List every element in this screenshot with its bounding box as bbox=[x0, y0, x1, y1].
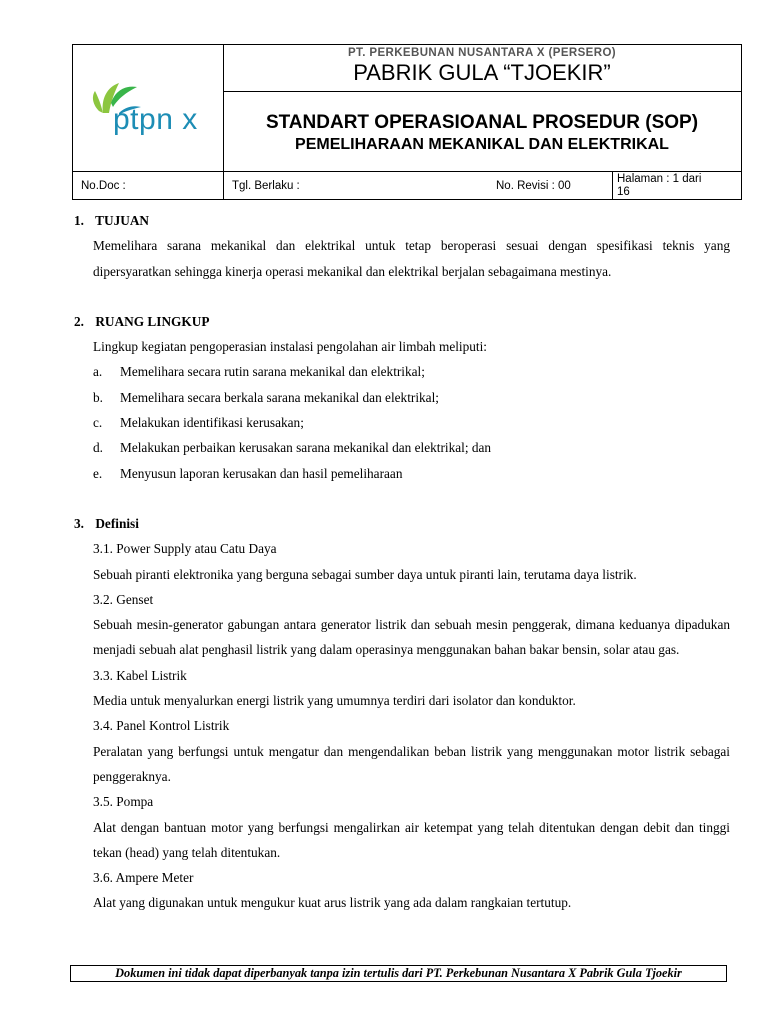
definition-heading: 3.6. Ampere Meter bbox=[93, 870, 194, 886]
doc-number: No.Doc : bbox=[81, 180, 126, 192]
list-item bbox=[74, 385, 730, 410]
list-item bbox=[74, 435, 730, 460]
section-title: Definisi bbox=[95, 515, 139, 531]
page-info bbox=[617, 173, 739, 199]
section-heading bbox=[74, 309, 730, 334]
list-text: Memelihara secara berkala sarana mekanikal dan elektrikal; bbox=[120, 389, 439, 405]
document-body bbox=[74, 208, 730, 916]
effective-date: Tgl. Berlaku : bbox=[232, 180, 300, 192]
sop-title: STANDART OPERASIOANAL PROSEDUR (SOP) bbox=[265, 112, 699, 133]
list-letter: a. bbox=[93, 364, 103, 380]
section-paragraph: Lingkup kegiatan pengoperasian instalasi pengolahan air limbah meliputi: bbox=[93, 339, 487, 355]
section-number: 3. bbox=[74, 515, 84, 531]
list-letter: e. bbox=[93, 465, 103, 481]
doc-info-row bbox=[73, 171, 741, 200]
list-item bbox=[74, 359, 730, 384]
section-paragraph: Memelihara sarana mekanikal dan elektrikal untuk tetap beroperasi sesuai dengan spesifikasi teknis yang dipersyaratkan sehingga kinerja operasi mekanikal dan elektrikal berjalan sebagaimana mestinya. bbox=[93, 238, 730, 279]
list-item bbox=[74, 461, 730, 486]
section-number: 2. bbox=[74, 313, 84, 329]
definition-heading: 3.2. Genset bbox=[93, 591, 154, 607]
revision-number: No. Revisi : 00 bbox=[496, 180, 571, 192]
section-title: RUANG LINGKUP bbox=[95, 313, 210, 329]
definition-heading: 3.3. Kabel Listrik bbox=[93, 667, 187, 683]
sop-subtitle: PEMELIHARAAN MEKANIKAL DAN ELEKTRIKAL bbox=[295, 136, 669, 153]
list-text: Melakukan identifikasi kerusakan; bbox=[120, 415, 304, 431]
definition-heading: 3.4. Panel Kontrol Listrik bbox=[93, 718, 230, 734]
list-text: Menyusun laporan kerusakan dan hasil pemeliharaan bbox=[120, 465, 403, 481]
list-text: Memelihara secara rutin sarana mekanikal dan elektrikal; bbox=[120, 364, 425, 380]
company-name: PT. PERKEBUNAN NUSANTARA X (PERSERO) bbox=[347, 47, 617, 59]
section-title: TUJUAN bbox=[95, 213, 150, 228]
company-logo bbox=[81, 77, 221, 137]
logo-cell bbox=[73, 45, 224, 171]
section-heading bbox=[74, 208, 730, 233]
company-row bbox=[223, 45, 741, 92]
list-letter: c. bbox=[93, 415, 103, 431]
logo-text: ptpn x bbox=[113, 103, 198, 136]
definition-text: Sebuah mesin-generator gabungan antara generator listrik dan sebuah mesin penggerak, dimana keduanya dipadukan menjadi sebuah alat penghasil listrik yang dalam operasinya menggunakan bahan bakar bensin, solar atau gas. bbox=[93, 617, 730, 658]
doc-date-cell bbox=[223, 172, 613, 200]
definition-text: Alat yang digunakan untuk mengukur kuat arus listrik yang ada dalam rangkaian tertutup. bbox=[93, 895, 572, 911]
definition-text: Peralatan yang berfungsi untuk mengatur dan mengendalikan beban listrik yang menggunakan motor listrik sebagai penggeraknya. bbox=[93, 743, 730, 784]
definition-text: Sebuah piranti elektronika yang berguna sebagai sumber daya untuk piranti lain, terutama daya listrik. bbox=[93, 566, 637, 582]
list-letter: d. bbox=[93, 440, 103, 456]
list-item bbox=[74, 410, 730, 435]
section-number: 1. bbox=[74, 213, 84, 228]
definition-heading: 3.5. Pompa bbox=[93, 794, 154, 810]
page-info-line-1: Halaman : 1 dari bbox=[617, 173, 702, 185]
section-heading bbox=[74, 511, 730, 536]
definition-heading: 3.1. Power Supply atau Catu Daya bbox=[93, 541, 277, 557]
factory-name: PABRIK GULA “TJOEKIR” bbox=[353, 60, 611, 85]
definition-text: Alat dengan bantuan motor yang berfungsi mengalirkan air ketempat yang telah ditentukan dengan debit dan tinggi tekan (head) yang telah ditentukan. bbox=[93, 819, 730, 860]
page-info-line-2: 16 bbox=[617, 186, 630, 198]
definition-text: Media untuk menyalurkan energi listrik yang umumnya terdiri dari isolator dan konduktor. bbox=[93, 693, 576, 709]
title-row bbox=[223, 91, 741, 171]
footer-notice: Dokumen ini tidak dapat diperbanyak tanpa izin tertulis dari PT. Perkebunan Nusantara X Pabrik Gula Tjoekir bbox=[70, 965, 727, 982]
list-letter: b. bbox=[93, 389, 103, 405]
document-header bbox=[72, 44, 742, 200]
list-text: Melakukan perbaikan kerusakan sarana mekanikal dan elektrikal; dan bbox=[120, 440, 492, 456]
